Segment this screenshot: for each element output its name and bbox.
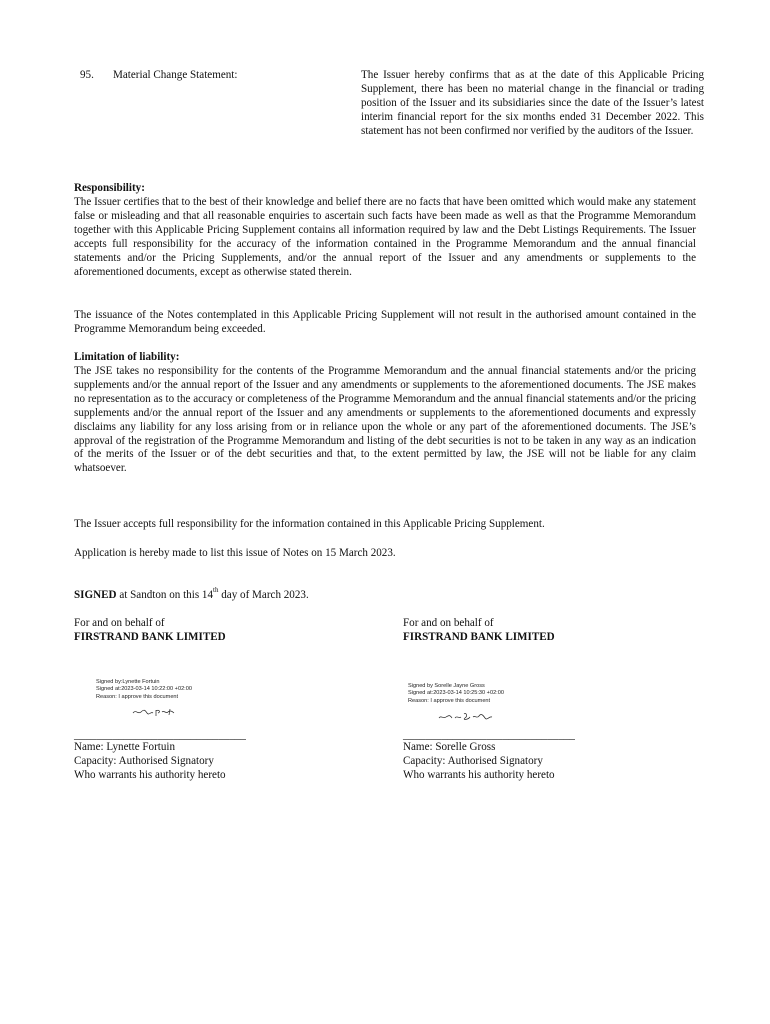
right-digital-signature xyxy=(408,683,504,705)
right-company: FIRSTRAND BANK LIMITED xyxy=(403,631,555,643)
left-digsig-time: Signed at:2023-03-14 10:22:00 +02:00 xyxy=(96,686,192,693)
right-signature-line: _______________________________ xyxy=(403,729,575,741)
right-digsig-time: Signed at:2023-03-14 10:25:30 +02:00 xyxy=(408,690,504,697)
material-change-text: The Issuer hereby confirms that as at the date of this Applicable Pricing Supplement, there has been no material change in the financial or trading position of the Issuer and its subsidiaries since the date of the Issuer’s latest interim financial report for the six months ended 31 December 2022. This statement has not been confirmed nor verified by the auditors of the Issuer. xyxy=(361,69,704,137)
left-behalf: For and on behalf of xyxy=(74,617,165,629)
right-signatory-warrants: Who warrants his authority hereto xyxy=(403,769,555,781)
right-behalf: For and on behalf of xyxy=(403,617,494,629)
signed-date: day of March 2023. xyxy=(218,589,309,601)
signed-keyword: SIGNED xyxy=(74,589,117,601)
signed-day-suffix: th xyxy=(213,586,219,595)
accepts-paragraph: The Issuer accepts full responsibility for the information contained in this Applicable Pricing Supplement. xyxy=(74,518,545,530)
limitation-heading: Limitation of liability: xyxy=(74,351,180,363)
signed-place: at Sandton on this 14 xyxy=(116,589,213,601)
left-signatory-name: Name: Lynette Fortuin xyxy=(74,741,176,753)
right-signatory-name: Name: Sorelle Gross xyxy=(403,741,496,753)
right-digsig-signer: Signed by Sorelle Jayne Gross xyxy=(408,683,485,689)
right-signatory-capacity: Capacity: Authorised Signatory xyxy=(403,755,543,767)
left-handwritten-signature xyxy=(132,706,178,718)
left-signatory-warrants: Who warrants his authority hereto xyxy=(74,769,226,781)
issuance-paragraph: The issuance of the Notes contemplated in this Applicable Pricing Supplement will not result in the authorised amount contained in the Programme Memorandum being exceeded. xyxy=(74,309,696,335)
responsibility-heading: Responsibility: xyxy=(74,182,145,194)
responsibility-text: The Issuer certifies that to the best of their knowledge and belief there are no facts that have been omitted which would make any statement false or misleading and that all reasonable enquiries to ascertain such facts have been made as well as that the Programme Memorandum together with this Applicable Pricing Supplement contains all information required by law and the Debt Listings Requirements. The Issuer accepts full responsibility for the accuracy of the information contained in the Programme Memorandum and the annual financial statements and/or the Pricing Supplements, and/or the annual report of the Issuer and any amendments or supplements to the aforementioned documents, except as otherwise stated therein. xyxy=(74,196,696,278)
right-handwritten-signature xyxy=(438,710,494,722)
application-paragraph: Application is hereby made to list this issue of Notes on 15 March 2023. xyxy=(74,547,396,559)
left-digsig-reason: Reason: I approve this document xyxy=(96,693,179,700)
item-number: 95. xyxy=(80,69,94,81)
signed-statement xyxy=(74,586,309,603)
left-digital-signature xyxy=(96,679,192,701)
left-company: FIRSTRAND BANK LIMITED xyxy=(74,631,226,643)
left-signature-line: _______________________________ xyxy=(74,729,246,741)
item-label: Material Change Statement: xyxy=(113,69,238,81)
left-digsig-signer: Signed by:Lynette Fortuin xyxy=(96,679,160,685)
right-digsig-reason: Reason: I approve this document xyxy=(408,697,491,704)
left-signatory-capacity: Capacity: Authorised Signatory xyxy=(74,755,214,767)
limitation-text: The JSE takes no responsibility for the contents of the Programme Memorandum and the annual financial statements and/or the pricing supplements and/or the annual report of the Issuer and any amendments or supplements to the aforementioned documents. The JSE makes no representation as to the accuracy or completeness of the Programme Memorandum and the annual financial statements and/or the pricing supplements and/or the annual report of the Issuer and any amendments or supplements to the aforementioned documents and expressly disclaims any liability for any loss arising from or in reliance upon the whole or any part of the aforementioned documents. The JSE’s approval of the registration of the Programme Memorandum and listing of the debt securities is not to be taken in any way as an indication of the merits of the Issuer or of the debt securities and that, to the extent permitted by law, the JSE will not be liable for any claim whatsoever. xyxy=(74,365,696,475)
